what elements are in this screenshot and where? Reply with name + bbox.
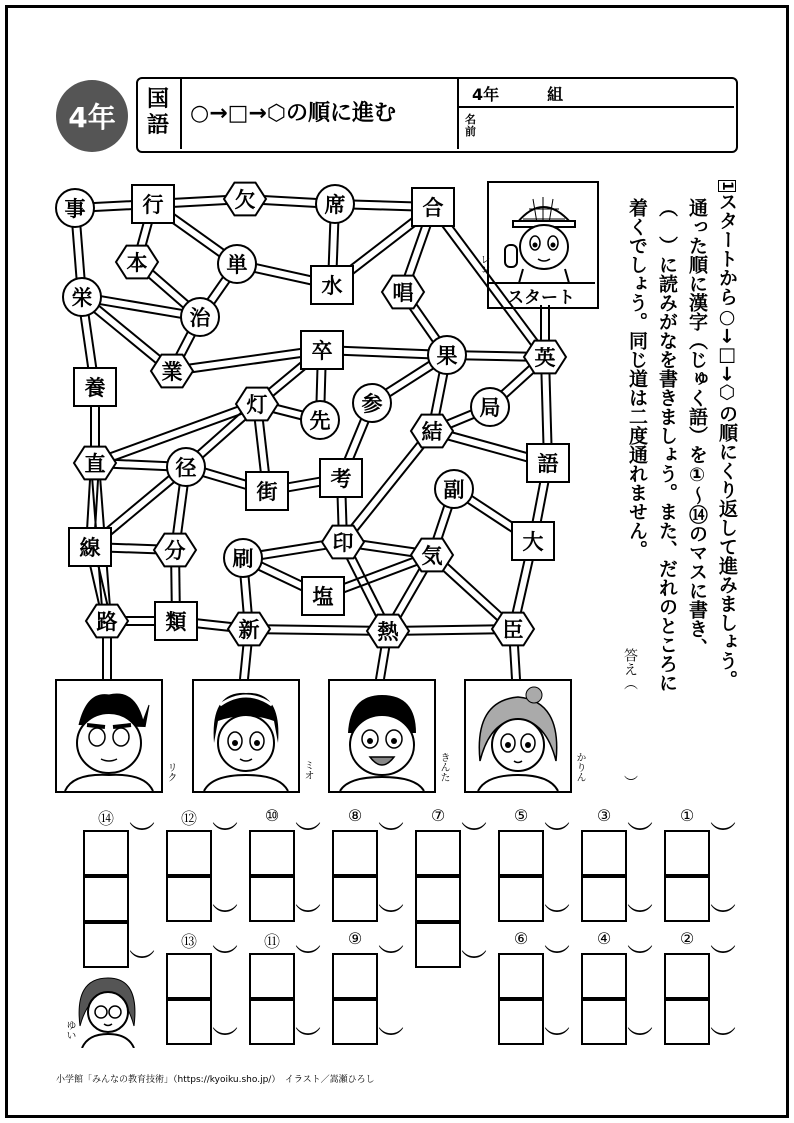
instruction-line-2: 通った順に漢字（じゅく語）を①～⑭のマスに書き、 [686, 198, 708, 657]
answer-cell[interactable] [332, 830, 378, 876]
maze-node-circle [316, 185, 354, 223]
node-kanji: 類 [165, 610, 187, 634]
answer-cell[interactable] [332, 999, 378, 1045]
answer-cell[interactable] [249, 830, 295, 876]
reading-paren: ︶ [378, 1026, 405, 1056]
answer-cell[interactable] [664, 953, 710, 999]
reading-paren: ︶ [295, 944, 322, 974]
node-kanji: 単 [226, 253, 248, 277]
answer-close: ） [622, 775, 638, 789]
maze-node-hexagon [86, 605, 128, 638]
node-kanji: 線 [79, 536, 101, 560]
maze-node-circle [63, 278, 101, 316]
node-kanji: 灯 [246, 393, 268, 417]
answer-number: ⑬ [180, 932, 197, 951]
node-kanji: 本 [126, 251, 148, 275]
node-kanji: 局 [479, 396, 501, 420]
node-kanji: 分 [164, 539, 186, 563]
reading-paren: ︶ [461, 949, 488, 979]
node-kanji: 結 [421, 420, 443, 444]
maze-node-square [302, 577, 344, 615]
node-kanji: 径 [175, 456, 197, 480]
maze-node-hexagon [411, 415, 453, 448]
answer-number: ⑦ [430, 806, 446, 825]
node-kanji: 行 [142, 193, 164, 217]
answer-cell[interactable] [415, 876, 461, 922]
problem-number: 1 [719, 181, 735, 191]
reading-paren: ︶ [129, 949, 156, 979]
reading-paren: ︶ [461, 821, 488, 851]
reading-paren: ︶ [710, 944, 737, 974]
maze-node-square [74, 368, 116, 406]
character-karin [464, 679, 572, 793]
node-kanji: 街 [256, 480, 278, 504]
answer-cell[interactable] [498, 953, 544, 999]
answer-cell[interactable] [581, 830, 627, 876]
node-kanji: 業 [161, 360, 183, 384]
maze-node-hexagon [151, 355, 193, 388]
answer-cell[interactable] [581, 999, 627, 1045]
answer-cell[interactable] [664, 830, 710, 876]
answer-number: ② [679, 929, 695, 948]
node-kanji: 語 [537, 452, 559, 476]
node-kanji: 欠 [234, 188, 256, 212]
ren-character-illustration [489, 183, 597, 283]
node-kanji: 副 [443, 478, 465, 502]
answer-cell[interactable] [332, 953, 378, 999]
reading-paren: ︶ [129, 821, 156, 851]
reading-paren: ︶ [627, 903, 654, 933]
grade-badge: 4年 [56, 80, 128, 152]
maze-node-square [301, 331, 343, 369]
maze-node-hexagon [154, 534, 196, 567]
character-mio [192, 679, 300, 793]
maze-node-circle [353, 384, 391, 422]
node-kanji: 直 [84, 452, 106, 476]
character-kinta [328, 679, 436, 793]
reading-paren: ︶ [212, 903, 239, 933]
maze-node-circle [218, 245, 256, 283]
reading-paren: ︶ [627, 821, 654, 851]
subject-char-2: 語 [146, 113, 169, 138]
maze-node-circle [428, 336, 466, 374]
reading-paren: ︶ [378, 944, 405, 974]
maze-node-square [132, 185, 174, 223]
node-kanji: 果 [436, 344, 458, 368]
maze-node-hexagon [74, 447, 116, 480]
node-kanji: 英 [534, 346, 556, 370]
node-kanji: 新 [238, 618, 260, 642]
node-kanji: 熱 [377, 620, 399, 644]
answer-number: ⑤ [513, 806, 529, 825]
answer-cell[interactable] [581, 876, 627, 922]
node-kanji: 養 [84, 376, 106, 400]
answer-cell[interactable] [83, 830, 129, 876]
character-name-karin: かりん [574, 752, 585, 782]
node-kanji: 合 [422, 196, 444, 220]
maze-path [249, 633, 388, 635]
worksheet-title: ○→□→⬡の順に進む [190, 101, 397, 126]
maze-node-square [311, 266, 353, 304]
maze-node-circle [224, 539, 262, 577]
answer-cell[interactable] [249, 953, 295, 999]
subject-char-1: 国 [146, 87, 169, 112]
reading-paren: ︶ [212, 944, 239, 974]
class-label: 4年 組 [472, 85, 564, 104]
maze-node-square [69, 528, 111, 566]
answer-cell[interactable] [249, 999, 295, 1045]
node-kanji: 水 [321, 274, 343, 298]
footer-credit: 小学館「みんなの教育技術」（https://kyoiku.sho.jp/） イラスト／嵩瀬ひろし [56, 1075, 375, 1085]
answer-number: ⑥ [513, 929, 529, 948]
answer-number: ⑫ [180, 809, 197, 828]
node-kanji: 刷 [232, 547, 254, 571]
reading-paren: ︶ [212, 821, 239, 851]
character-name-riku: リク [165, 762, 176, 782]
answer-cell[interactable] [166, 999, 212, 1045]
node-kanji: 唱 [392, 281, 414, 305]
answer-number: ① [679, 806, 695, 825]
node-kanji: 参 [361, 392, 383, 416]
answer-cell[interactable] [498, 830, 544, 876]
maze-node-square [246, 472, 288, 510]
maze-node-hexagon [524, 341, 566, 374]
reading-paren: ︶ [627, 1026, 654, 1056]
reading-paren: ︶ [295, 1026, 322, 1056]
node-kanji: 事 [64, 197, 86, 221]
maze-node-circle [181, 298, 219, 336]
maze-node-square [320, 459, 362, 497]
reading-paren: ︶ [295, 821, 322, 851]
maze-path [249, 625, 388, 627]
answer-cell[interactable] [415, 922, 461, 968]
name-char-1: 名 [465, 113, 476, 126]
answer-cell[interactable] [249, 876, 295, 922]
answer-cell[interactable] [498, 999, 544, 1045]
answer-label: 答え（ [622, 648, 638, 690]
answer-cell[interactable] [166, 953, 212, 999]
maze-node-square [412, 188, 454, 226]
maze-node-hexagon [367, 615, 409, 648]
maze-node-circle [301, 401, 339, 439]
answer-cell[interactable] [166, 830, 212, 876]
answer-cell[interactable] [83, 922, 129, 968]
character-riku [55, 679, 163, 793]
character-name-kinta: きんた [438, 752, 449, 782]
node-kanji: 大 [522, 530, 544, 554]
answer-number: ⑨ [347, 929, 363, 948]
maze-node-hexagon [224, 183, 266, 216]
reading-paren: ︶ [544, 944, 571, 974]
maze-node-circle [471, 388, 509, 426]
answer-number: ⑧ [347, 806, 363, 825]
answer-cell[interactable] [332, 876, 378, 922]
character-yui [72, 972, 142, 1048]
node-kanji: 治 [189, 306, 211, 330]
character-name-mio: ミオ [302, 760, 313, 780]
reading-paren: ︶ [544, 903, 571, 933]
reading-paren: ︶ [378, 903, 405, 933]
node-kanji: 考 [330, 467, 352, 491]
reading-paren: ︶ [710, 1026, 737, 1056]
maze-node-circle [167, 448, 205, 486]
answer-cell[interactable] [581, 953, 627, 999]
node-kanji: 先 [309, 409, 331, 433]
maze-node-square [155, 602, 197, 640]
answer-number: ④ [596, 929, 612, 948]
name-char-2: 前 [465, 125, 476, 138]
reading-paren: ︶ [544, 1026, 571, 1056]
reading-paren: ︶ [544, 821, 571, 851]
maze-path [94, 400, 256, 459]
character-name-yui: ゆい [64, 1020, 75, 1040]
reading-paren: ︶ [378, 821, 405, 851]
node-kanji: 席 [324, 193, 346, 217]
reading-paren: ︶ [710, 903, 737, 933]
reading-paren: ︶ [627, 944, 654, 974]
instruction-line-4: 着くでしょう。同じ道は二度通れません。 [626, 198, 648, 559]
answer-cell[interactable] [664, 999, 710, 1045]
answer-number: ⑭ [97, 809, 114, 828]
node-kanji: 臣 [502, 618, 524, 642]
answer-cell[interactable] [166, 876, 212, 922]
maze-node-hexagon [236, 388, 278, 421]
node-kanji: 気 [421, 544, 443, 568]
character-name-ren: レン [478, 254, 489, 274]
answer-cell[interactable] [415, 830, 461, 876]
maze-node-hexagon [228, 613, 270, 646]
reading-paren: ︶ [295, 903, 322, 933]
start-label: スタート [487, 282, 595, 307]
instruction-line-1 [712, 180, 742, 740]
answer-cell[interactable] [83, 876, 129, 922]
reading-paren: ︶ [710, 821, 737, 851]
maze-node-circle [56, 189, 94, 227]
node-kanji: 栄 [71, 286, 93, 310]
maze-node-hexagon [116, 246, 158, 279]
node-kanji: 卒 [311, 339, 333, 363]
answer-number: ③ [596, 806, 612, 825]
answer-number: ⑪ [263, 932, 280, 951]
maze-node-square [512, 522, 554, 560]
instruction-text-1: スタートから○→□→⬡の順にくり返して進みましょう。 [716, 191, 738, 689]
reading-paren: ︶ [212, 1026, 239, 1056]
answer-number: ⑩ [264, 806, 280, 825]
answer-cell[interactable] [498, 876, 544, 922]
maze-node-hexagon [492, 613, 534, 646]
maze-node-circle [435, 470, 473, 508]
answer-cell[interactable] [664, 876, 710, 922]
node-kanji: 路 [96, 610, 118, 634]
node-kanji: 塩 [312, 585, 334, 609]
instruction-line-3: （ ）に読みがなを書きましょう。また、だれのところに [656, 198, 678, 692]
maze-node-square [527, 444, 569, 482]
maze-node-hexagon [382, 276, 424, 309]
maze-node-hexagon [411, 539, 453, 572]
node-kanji: 印 [332, 531, 354, 555]
maze-node-hexagon [322, 526, 364, 559]
